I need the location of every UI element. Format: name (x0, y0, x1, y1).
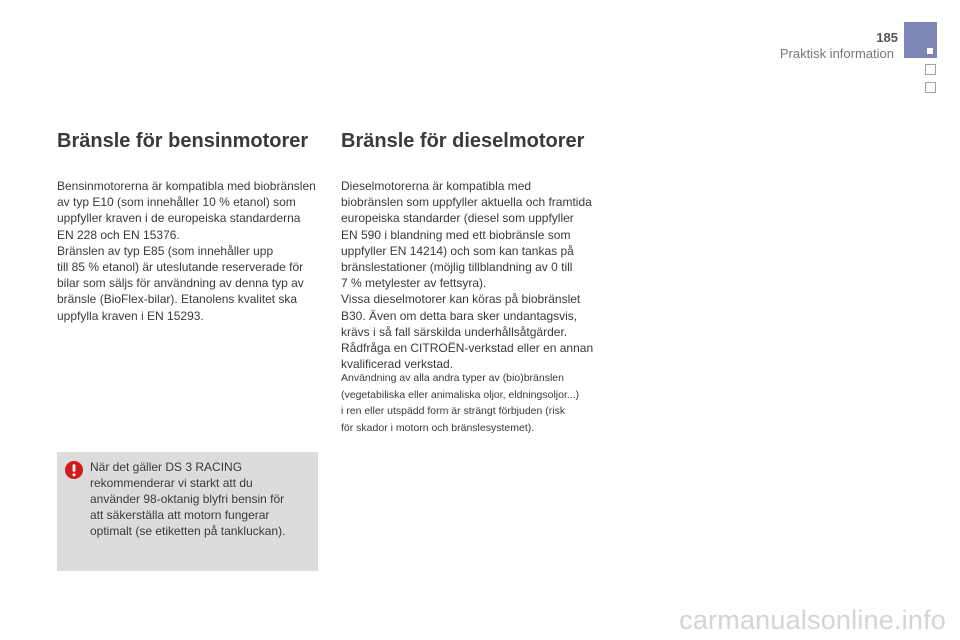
section-tab (904, 22, 937, 58)
page-number: 185 (876, 30, 898, 45)
side-index-box-2 (925, 82, 936, 93)
warning-note-text: När det gäller DS 3 RACING rekommenderar vi starkt att du använder 98-oktanig blyfri bensin för att säkerställa att motorn fungerar optimalt (se etiketten på tankluckan). (90, 460, 286, 538)
diesel-fuel-heading: Bränsle för dieselmotorer (341, 130, 585, 152)
diesel-fuel-restriction-text: Användning av alla andra typer av (bio)bränslen (vegetabiliska eller animaliska oljor, eldningsoljor...) i ren eller utspädd form är strängt förbjuden (risk för skador i motorn och bränslesystemet). (341, 372, 580, 434)
warning-note (57, 452, 318, 571)
tab-marker (927, 48, 933, 54)
petrol-fuel-heading: Bränsle för bensinmotorer (57, 130, 309, 152)
side-index-box-1 (925, 64, 936, 75)
watermark: carmanualsonline.info (679, 605, 946, 635)
section-title: Praktisk information (779, 46, 894, 61)
diesel-fuel-text: Dieselmotorerna är kompatibla med biobränslen som uppfyller aktuella och framtida europeiska standarder (diesel som uppfyller EN 590 i blandning med ett biobränsle som uppfyller EN 14214) och som kan tankas på bränslestationer (möjlig tillblandning av 0 till 7 % metylester av fettsyra). Vissa dieselmotorer kan köras på biobränslet B30. Även om detta bara sker undantagsvis, krävs i så fall särskilda underhållsåtgärder. Rådfråga en CITROËN-verkstad eller en annan kvalificerad verkstad. (341, 179, 594, 372)
warning-icon (65, 461, 83, 479)
petrol-fuel-text: Bensinmotorerna är kompatibla med biobränslen av typ E10 (som innehåller 10 % etanol) som uppfyller kraven i de europeiska standarderna EN 228 och EN 15376. Bränslen av typ E85 (som innehåller upp till 85 % etanol) är uteslutande reserverade för bilar som säljs för användning av denna typ av bränsle (BioFlex-bilar). Etanolens kvalitet ska uppfylla kraven i EN 15293. (57, 179, 316, 323)
